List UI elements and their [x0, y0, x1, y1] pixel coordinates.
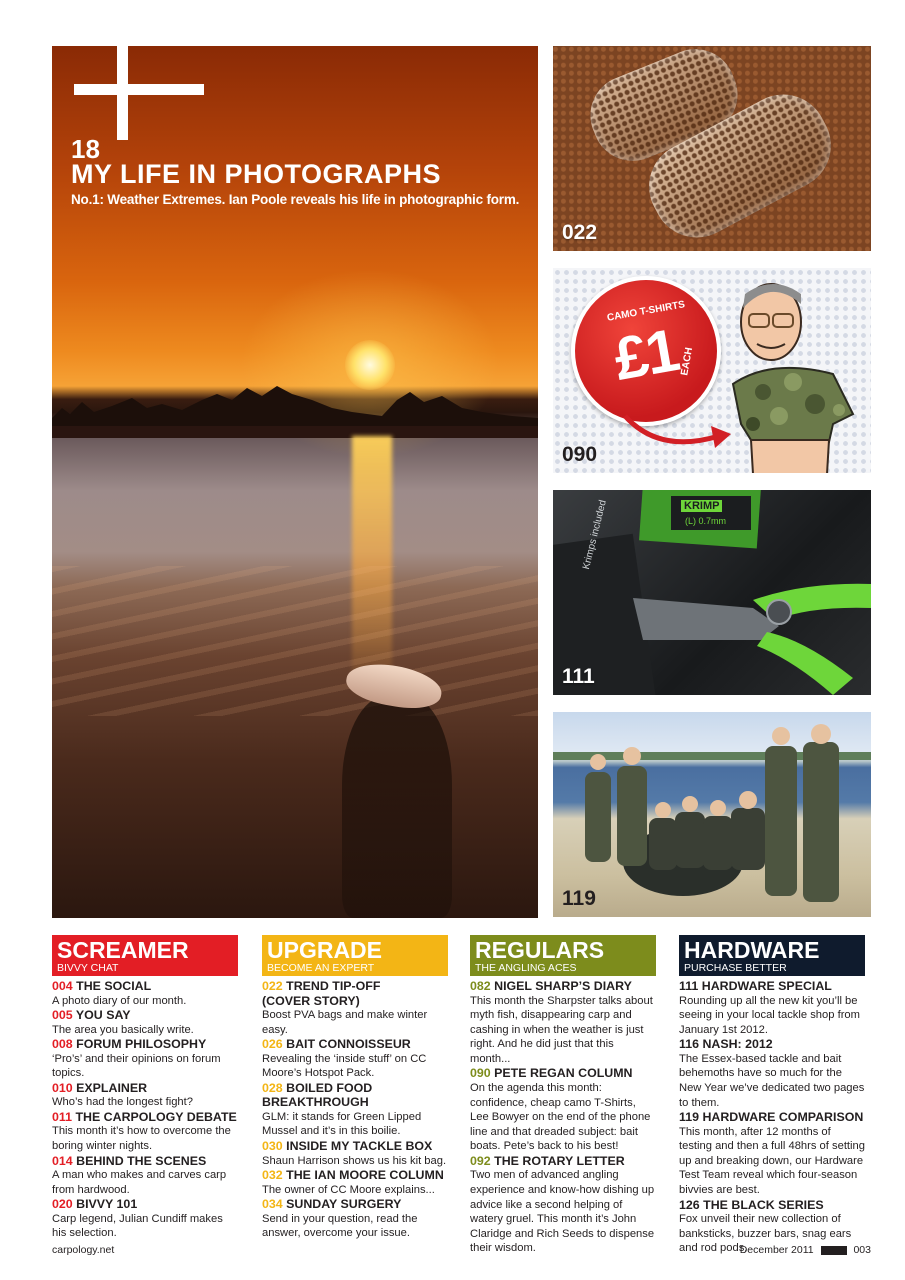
thumbnail-pva-bags[interactable]	[553, 46, 871, 251]
contents-entry[interactable]	[262, 1139, 448, 1168]
packaging-label: KRIMP	[681, 500, 722, 512]
section-hardware	[679, 935, 865, 1256]
entry-title: EXPLAINER	[76, 1080, 148, 1095]
entry-page-number: 126	[679, 1197, 700, 1212]
entry-title: SUNDAY SURGERY	[286, 1197, 402, 1212]
entry-description: This month, after 12 months of testing and then a full 48hrs of setting up and breaking down, our Hardware Test Team reveal which four-season bivvies are best.	[679, 1125, 865, 1197]
entry-title: BEHIND THE SCENES	[76, 1153, 207, 1168]
packaging-side-text: Krimps included	[581, 498, 609, 571]
entry-title: BOILED FOOD	[286, 1080, 373, 1095]
contents-entry[interactable]	[679, 979, 865, 1037]
entry-title: THE CARPOLOGY DEBATE	[75, 1109, 237, 1124]
entry-description: Revealing the ‘inside stuff’ on CC Moore’s Hotspot Pack.	[262, 1052, 427, 1080]
section-header	[679, 935, 865, 976]
entry-description: Fox unveil their new collection of banksticks, buzzer bars, snag ears and rod pods.	[679, 1213, 852, 1255]
entry-title: THE SOCIAL	[76, 979, 152, 993]
entry-title-continued: BREAKTHROUGH	[262, 1095, 369, 1110]
contents-entry[interactable]	[262, 1037, 448, 1081]
section-subtitle: BIVVY CHAT	[57, 962, 119, 974]
section-subtitle: PURCHASE BETTER	[684, 962, 787, 974]
thumbnail-camo-tshirt[interactable]	[553, 268, 871, 473]
packaging-size: (L) 0.7mm	[685, 516, 727, 526]
entry-description: The area you basically write.	[52, 1023, 194, 1036]
rock-shadow	[342, 696, 452, 918]
entry-description: This month the Sharpster talks about myth fish, disappearing carp and cashing in when the weather is just right. And he did just that this month...	[470, 994, 653, 1065]
contents-entry[interactable]	[470, 1066, 656, 1153]
entry-page-number: 010	[52, 1080, 73, 1095]
entry-title: NIGEL SHARP’S DIARY	[494, 979, 632, 993]
entry-page-number: 032	[262, 1168, 283, 1183]
contents-entry[interactable]	[52, 1110, 238, 1154]
entry-description: A photo diary of our month.	[52, 994, 187, 1007]
footer-website[interactable]: carpology.net	[52, 1244, 115, 1256]
badge-label: CAMO T-SHIRTS	[606, 299, 686, 324]
section-regulars	[470, 935, 656, 1256]
contents-entry[interactable]	[52, 1081, 238, 1110]
magazine-logo-icon	[821, 1246, 847, 1255]
entry-description: This month it’s how to overcome the boring winter nights.	[52, 1125, 231, 1153]
entry-title: THE IAN MOORE COLUMN	[286, 1168, 444, 1183]
thumbnail-page-number: 111	[562, 665, 595, 688]
thumbnail-test-team[interactable]	[553, 712, 871, 917]
entry-description: Boost PVA bags and make winter easy.	[262, 1009, 428, 1036]
section-entries	[262, 976, 448, 1241]
entry-page-number: 004	[52, 979, 73, 993]
entry-page-number: 116	[679, 1037, 699, 1052]
contents-entry[interactable]	[470, 1154, 656, 1256]
entry-page-number: 022	[262, 979, 283, 993]
entry-description: Shaun Harrison shows us his kit bag.	[262, 1154, 447, 1167]
hero-page-number[interactable]: 18	[71, 134, 100, 164]
cartoon-man-illustration	[723, 274, 871, 473]
contents-entry[interactable]	[52, 979, 238, 1008]
section-subtitle: BECOME AN EXPERT	[267, 962, 375, 974]
contents-entry[interactable]	[52, 1037, 238, 1081]
section-title: SCREAMER	[57, 937, 189, 963]
entry-page-number: 119	[679, 1110, 699, 1125]
thumbnail-page-number: 022	[562, 221, 598, 244]
entry-title: HARDWARE SPECIAL	[701, 979, 832, 993]
arrow-icon	[619, 406, 739, 456]
contents-entry[interactable]	[679, 1037, 865, 1110]
contents-entry[interactable]	[679, 1110, 865, 1197]
contents-entry[interactable]	[52, 1154, 238, 1198]
badge-each: EACH	[678, 346, 695, 377]
thumbnail-page-number: 119	[562, 887, 596, 910]
thumbnail-krimp-tool[interactable]	[553, 490, 871, 695]
entry-title: HARDWARE COMPARISON	[702, 1110, 864, 1125]
contents-entry[interactable]	[262, 979, 448, 1037]
entry-title: THE ROTARY LETTER	[494, 1153, 625, 1168]
hero-subtitle: No.1: Weather Extremes. Ian Poole reveals his life in photographic form.	[71, 192, 520, 207]
contents-entry[interactable]	[52, 1197, 238, 1241]
entry-page-number: 111	[679, 979, 699, 993]
cross-logo-horizontal	[74, 84, 204, 95]
contents-entry[interactable]	[262, 1197, 448, 1241]
entry-page-number: 014	[52, 1153, 73, 1168]
group-photo	[553, 712, 871, 917]
section-title: UPGRADE	[267, 937, 383, 963]
entry-description: The Essex-based tackle and bait behemoths have so much for the New Year we’ve dedicated two pages to them.	[679, 1052, 865, 1109]
section-entries	[52, 976, 238, 1241]
footer-folio	[740, 1244, 871, 1256]
treeline-silhouette	[52, 378, 538, 438]
entry-description: Carp legend, Julian Cundiff makes his selection.	[52, 1212, 223, 1240]
entry-title: FORUM PHILOSOPHY	[76, 1037, 207, 1052]
section-title: REGULARS	[475, 937, 605, 963]
entry-description: Send in your question, read the answer, overcome your issue.	[262, 1212, 418, 1240]
cover-story-label: (COVER STORY)	[262, 993, 360, 1008]
section-upgrade	[262, 935, 448, 1241]
entry-description: On the agenda this month: confidence, cheap camo T-Shirts, Lee Bowyer on the end of the phone line and that dreaded subject: bait boats. Pete’s back to his best!	[470, 1081, 651, 1153]
badge-price: £1	[609, 316, 683, 393]
entry-page-number: 030	[262, 1139, 283, 1154]
entry-description: Two men of advanced angling experience and know-how dishing up advice like a second helping of watery gruel. This month it’s John Claridge and Rich Seeds to dispense their wisdom.	[470, 1169, 655, 1255]
entry-page-number: 011	[52, 1109, 72, 1124]
hero-title[interactable]: MY LIFE IN PHOTOGRAPHS	[71, 159, 442, 189]
contents-entry[interactable]	[262, 1081, 448, 1139]
entry-page-number: 092	[470, 1153, 491, 1168]
entry-title: NASH: 2012	[702, 1037, 773, 1052]
section-header	[52, 935, 238, 976]
entry-page-number: 034	[262, 1197, 283, 1212]
price-badge	[571, 276, 721, 426]
entry-description: GLM: it stands for Green Lipped Mussel and it’s in this boilie.	[262, 1110, 422, 1138]
entry-page-number: 020	[52, 1197, 73, 1212]
entry-page-number: 028	[262, 1080, 283, 1095]
contents-entry[interactable]	[52, 1008, 238, 1037]
entry-description: ‘Pro’s’ and their opinions on forum topics.	[52, 1052, 221, 1080]
entry-page-number: 008	[52, 1037, 73, 1052]
entry-page-number: 026	[262, 1037, 283, 1052]
section-header	[470, 935, 656, 976]
section-title: HARDWARE	[684, 937, 820, 963]
entry-title: PETE REGAN COLUMN	[494, 1066, 633, 1081]
entry-title: BIVVY 101	[76, 1197, 138, 1212]
section-subtitle: THE ANGLING ACES	[475, 962, 577, 974]
cracked-ice	[52, 566, 538, 716]
entry-title: THE BLACK SERIES	[703, 1197, 824, 1212]
entry-title: BAIT CONNOISSEUR	[286, 1037, 411, 1052]
entry-description: Who’s had the longest fight?	[52, 1096, 193, 1109]
contents-entry[interactable]	[470, 979, 656, 1066]
footer-page-number: 003	[853, 1244, 871, 1256]
section-entries	[679, 976, 865, 1256]
contents-entry[interactable]	[262, 1168, 448, 1197]
section-screamer	[52, 935, 238, 1241]
section-entries	[470, 976, 656, 1256]
entry-title: INSIDE MY TACKLE BOX	[286, 1139, 433, 1154]
entry-page-number: 082	[470, 979, 491, 993]
entry-title: TREND TIP-OFF	[286, 979, 381, 993]
thumbnail-page-number: 090	[562, 443, 598, 466]
entry-description: A man who makes and carves carp from hardwood.	[52, 1169, 227, 1196]
entry-page-number: 005	[52, 1008, 73, 1023]
entry-description: Rounding up all the new kit you’ll be seeing in your local tackle shop from January 1st 2012.	[679, 994, 860, 1036]
entry-description: The owner of CC Moore explains...	[262, 1183, 435, 1196]
section-header	[262, 935, 448, 976]
entry-page-number: 090	[470, 1066, 491, 1081]
footer-date: December 2011	[739, 1244, 814, 1256]
hero-photo	[52, 46, 538, 918]
entry-title: YOU SAY	[75, 1008, 131, 1023]
